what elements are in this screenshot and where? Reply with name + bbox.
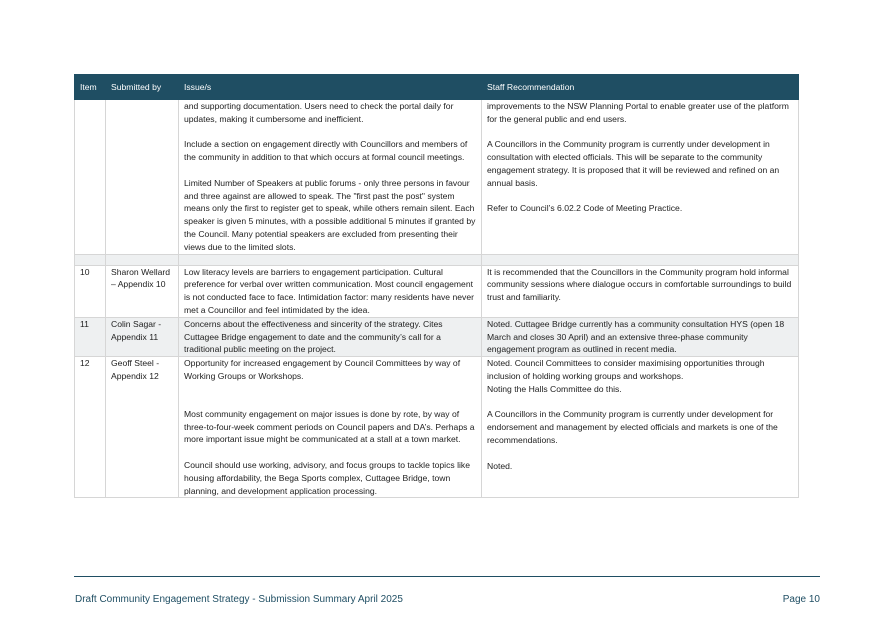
submission-table — [74, 74, 799, 498]
cell-item: 12 — [75, 357, 106, 498]
issue-text: and supporting documentation. Users need to check the portal daily for updates, making it cumbersome and inefficient. — [184, 101, 454, 124]
recommendation-text: Noted. — [487, 460, 513, 471]
cell-recommendation: Noted. Cuttagee Bridge currently has a community consultation HYS (open 18 March and closes 30 April) and an extensive three-phase community engagement program as outlined in recent media. — [482, 317, 799, 356]
table-row — [75, 357, 799, 498]
cell-submitted: Geoff Steel - Appendix 12 — [106, 357, 179, 498]
recommendation-text: Noting the Halls Committee do this. — [487, 383, 622, 394]
cell-recommendation — [482, 357, 799, 498]
recommendation-text: A Councillors in the Community program is currently under development for endorsement and management by elected officials and markets is one of the recommendations. — [487, 409, 778, 445]
cell-recommendation — [482, 100, 799, 255]
cell-issues: Concerns about the effectiveness and sincerity of the strategy. Cites Cuttagee Bridge engagement to date and the community’s call for a traditional public meeting on the project. — [179, 317, 482, 356]
recommendation-text: improvements to the NSW Planning Portal to enable greater use of the platform for the general public and end users. — [487, 101, 789, 124]
cell-issues — [179, 357, 482, 498]
issue-text: Most community engagement on major issues is done by rote, by way of three-to-four-week comment periods on Council papers and DA’s. Perhaps a more important issue might be communicated at a stall at a town market. — [184, 408, 475, 445]
cell-item: 10 — [75, 265, 106, 317]
table-row-continuation — [75, 100, 799, 255]
cell-submitted: Colin Sagar - Appendix 11 — [106, 317, 179, 356]
cell-item: 11 — [75, 317, 106, 356]
table-row — [75, 265, 799, 317]
cell-submitted: Sharon Wellard – Appendix 10 — [106, 265, 179, 317]
issue-text: Opportunity for increased engagement by Council Committees by way of Working Groups or Workshops. — [184, 358, 461, 381]
header-submitted-by: Submitted by — [106, 75, 179, 100]
cell-submitted — [106, 100, 179, 255]
recommendation-text: Refer to Council’s 6.02.2 Code of Meeting Practice. — [487, 203, 683, 214]
recommendation-text: Noted. Council Committees to consider maximising opportunities through inclusion of holding working groups and workshops. — [487, 358, 765, 381]
header-item: Item — [75, 75, 106, 100]
cell-item — [75, 100, 106, 255]
header-issues: Issue/s — [179, 75, 482, 100]
footer-page-number: Page 10 — [782, 594, 820, 605]
table-header-row — [75, 75, 799, 100]
footer-document-title: Draft Community Engagement Strategy - Submission Summary April 2025 — [75, 594, 403, 605]
table-row-spacer — [75, 254, 799, 265]
cell-recommendation: It is recommended that the Councillors in the Community program hold informal community sessions where dialogue occurs in comfortable surroundings to build trust and familiarity. — [482, 265, 799, 317]
issue-text: Limited Number of Speakers at public forums - only three persons in favour and three against are allowed to speak. The "first past the post" system means only the first to register get to speak, while others remain silent. Each speaker is given 5 minutes, with a possible additional 5 minutes if granted by the Council. Many potential speakers are excluded from presenting their views due to the limited slots. — [184, 177, 476, 252]
header-staff-recommendation: Staff Recommendation — [482, 75, 799, 100]
table-row — [75, 317, 799, 356]
issue-text: Include a section on engagement directly with Councillors and members of the community in addition to that which occurs at formal council meetings. — [184, 139, 468, 163]
cell-issues — [179, 100, 482, 255]
issue-text: Council should use working, advisory, and focus groups to tackle topics like housing affordability, the Bega Sports complex, Cuttagee Bridge, town planning, and development application processing. — [184, 459, 470, 496]
footer-divider — [74, 576, 820, 577]
cell-issues: Low literacy levels are barriers to engagement participation. Cultural preference for verbal over written communication. Most council engagement is not conducted face to face. Intimidation factor: many residents have never met a Councillor and feel intimidated by the idea. — [179, 265, 482, 317]
recommendation-text: A Councillors in the Community program is currently under development in consultation with elected officials. This will be separate to the community engagement strategy. It is proposed that it will be reviewed and refined on an annual basis. — [487, 139, 780, 188]
